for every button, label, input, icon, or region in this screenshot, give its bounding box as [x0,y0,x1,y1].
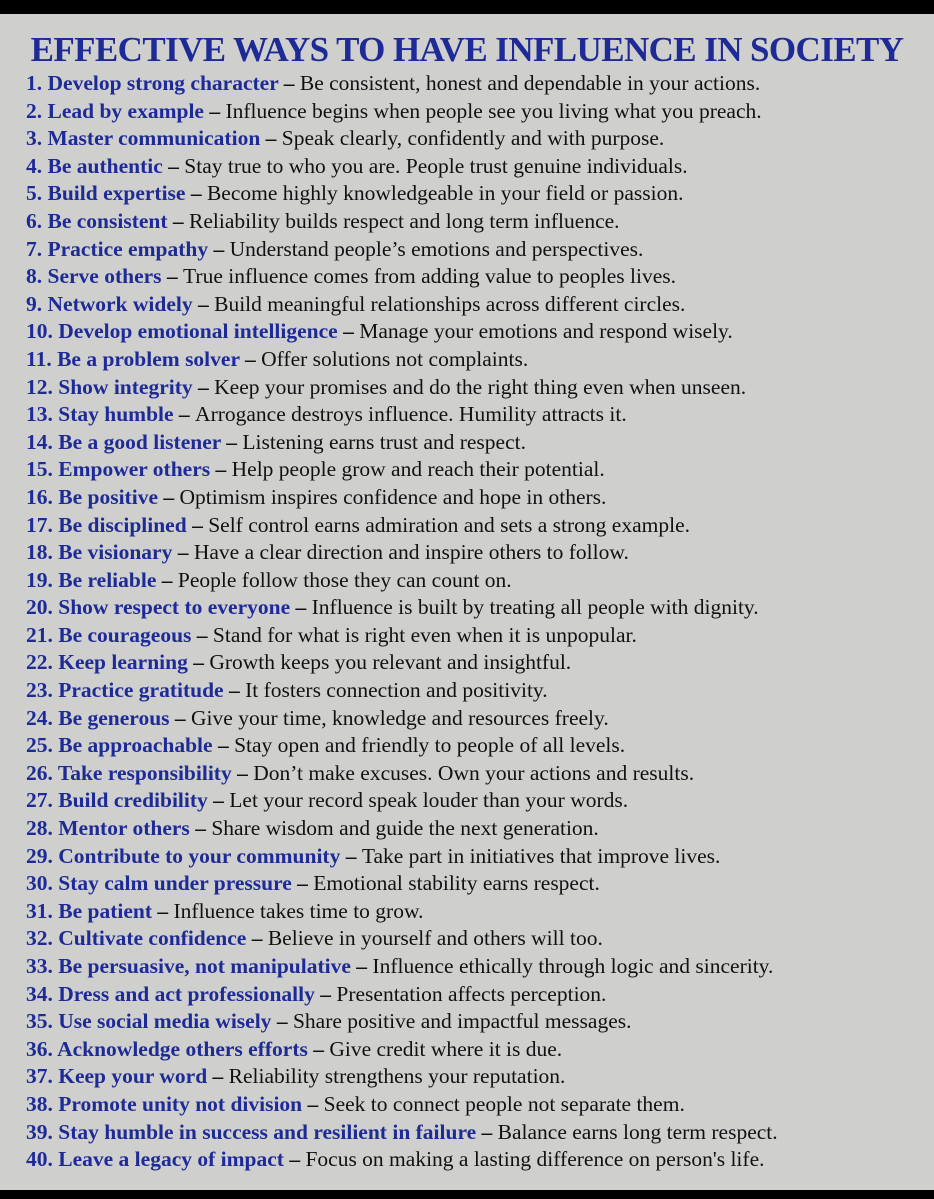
item-separator: – [192,374,215,399]
list-item [26,953,926,981]
item-description: Share wisdom and guide the next generation. [211,816,599,841]
item-heading: 14. Be a good listener [26,429,221,454]
item-separator: – [172,540,194,565]
item-separator: – [185,181,207,206]
item-heading: 6. Be consistent [26,208,168,233]
item-description: Don’t make excuses. Own your actions and results. [253,760,695,785]
item-separator: – [223,678,246,703]
list-item [26,153,926,181]
item-description: Offer solutions not complaints. [261,346,529,371]
item-heading: 23. Practice gratitude [26,678,224,703]
item-description: Stay open and friendly to people of all levels. [234,733,626,758]
list-item [26,843,926,871]
item-description: Influence takes time to grow. [173,898,424,923]
item-heading: 39. Stay humble in success and resilient in failure [26,1119,477,1144]
item-separator: – [290,595,312,620]
list-item [26,208,926,236]
item-heading: 22. Keep learning [26,650,188,675]
list-item [26,649,926,677]
item-description: Stay true to who you are. People trust genuine individuals. [184,153,688,178]
item-description: True influence comes from adding value to peoples lives. [183,264,677,289]
item-separator: – [302,1091,324,1116]
list-item [26,539,926,567]
list-item [26,70,926,98]
item-description: Presentation affects perception. [336,981,607,1006]
item-description: Optimism inspires confidence and hope in others. [179,484,607,509]
item-heading: 1. Develop strong character [26,71,279,95]
item-description: Take part in initiatives that improve lives. [361,843,721,868]
item-description: Have a clear direction and inspire others to follow. [193,540,629,565]
item-description: Speak clearly, confidently and with purpose. [281,126,665,151]
item-heading: 25. Be approachable [26,733,213,758]
item-separator: – [161,264,184,289]
item-separator: – [231,760,254,785]
list-item [26,401,926,429]
item-description: Build meaningful relationships across different circles. [214,291,686,316]
item-heading: 29. Contribute to your community [26,843,341,868]
item-separator: – [210,457,232,482]
item-separator: – [156,567,178,592]
list-item [26,374,926,402]
item-description: It fosters connection and positivity. [245,678,548,703]
item-heading: 31. Be patient [26,898,153,923]
item-description: Share positive and impactful messages. [292,1009,632,1034]
item-separator: – [239,346,262,371]
list-item [26,567,926,595]
item-separator: – [152,898,174,923]
item-description: Influence begins when people see you living what you preach. [225,98,762,123]
list-item [26,787,926,815]
list-item [26,1091,926,1119]
list-item [26,677,926,705]
item-description: Give your time, knowledge and resources freely. [191,705,609,730]
item-description: Reliability builds respect and long term influence. [189,208,620,233]
item-description: People follow those they can count on. [177,567,512,592]
list-item [26,705,926,733]
item-separator: – [340,843,362,868]
list-item [26,594,926,622]
item-heading: 16. Be positive [26,484,158,509]
item-description: Understand people’s emotions and perspectives. [229,236,644,261]
page-title: EFFECTIVE WAYS TO HAVE INFLUENCE IN SOCIETY [30,30,904,69]
item-separator: – [173,402,196,427]
list-item [26,263,926,291]
item-description: Influence is built by treating all people with dignity. [311,595,759,620]
item-separator: – [476,1119,498,1144]
item-separator: – [291,871,314,896]
item-separator: – [271,1009,293,1034]
item-heading: 35. Use social media wisely [26,1009,272,1034]
item-separator: – [350,954,373,978]
item-heading: 24. Be generous [26,705,170,730]
item-separator: – [212,733,235,758]
item-description: Give credit where it is due. [329,1036,563,1061]
item-separator: – [203,98,226,123]
list-item [26,291,926,319]
infographic-card [0,14,934,1190]
item-separator: – [187,650,210,675]
item-heading: 2. Lead by example [26,98,204,123]
list-item [26,1146,926,1174]
item-description: Become highly knowledgeable in your field or passion. [206,181,684,206]
item-heading: 37. Keep your word [26,1064,208,1089]
list-item [26,898,926,926]
item-separator: – [283,1147,306,1172]
item-description: Help people grow and reach their potential. [231,457,605,482]
item-separator: – [220,429,243,454]
item-separator: – [207,1064,229,1089]
item-separator: – [191,622,213,647]
item-separator: – [189,816,212,841]
item-separator: – [186,512,209,537]
item-heading: 32. Cultivate confidence [26,926,247,951]
list-item [26,512,926,540]
item-heading: 11. Be a problem solver [26,346,240,371]
item-separator: – [278,71,300,95]
list-item [26,622,926,650]
list-item [26,180,926,208]
item-separator: – [314,981,337,1006]
list-item [26,484,926,512]
item-heading: 27. Build credibility [26,788,208,813]
list-item [26,760,926,788]
item-heading: 19. Be reliable [26,567,157,592]
list-item [26,1119,926,1147]
list-item [26,1036,926,1064]
list-item [26,429,926,457]
item-description: Let your record speak louder than your words. [229,788,629,813]
item-description: Influence ethically through logic and sincerity. [372,954,774,978]
list-item [26,732,926,760]
item-separator: – [246,926,268,951]
list-item [26,925,926,953]
item-description: Self control earns admiration and sets a strong example. [208,512,691,537]
item-separator: – [192,291,215,316]
list-item [26,318,926,346]
item-heading: 17. Be disciplined [26,512,187,537]
item-heading: 4. Be authentic [26,153,163,178]
item-heading: 30. Stay calm under pressure [26,871,292,896]
item-heading: 12. Show integrity [26,374,193,399]
item-heading: 21. Be courageous [26,622,192,647]
item-separator: – [157,484,180,509]
item-description: Focus on making a lasting difference on person's life. [305,1147,765,1172]
item-description: Stand for what is right even when it is unpopular. [212,622,637,647]
item-heading: 34. Dress and act professionally [26,981,315,1006]
item-description: Arrogance destroys influence. Humility attracts it. [195,402,627,427]
item-description: Listening earns trust and respect. [242,429,526,454]
item-separator: – [260,126,282,151]
item-heading: 26. Take responsibility [26,760,232,785]
item-description: Seek to connect people not separate them. [323,1091,685,1116]
list-item [26,1063,926,1091]
item-description: Reliability strengthens your reputation. [228,1064,566,1089]
item-separator: – [169,705,192,730]
list-item [26,870,926,898]
item-description: Keep your promises and do the right thing even when unseen. [214,374,747,399]
item-separator: – [167,208,190,233]
item-heading: 33. Be persuasive, not manipulative [26,954,351,978]
ways-list [26,70,926,1174]
item-heading: 8. Serve others [26,264,162,289]
list-item [26,456,926,484]
item-description: Growth keeps you relevant and insightful. [209,650,572,675]
item-heading: 7. Practice empathy [26,236,209,261]
item-description: Emotional stability earns respect. [313,871,600,896]
list-item [26,981,926,1009]
item-separator: – [208,236,230,261]
list-item [26,815,926,843]
item-separator: – [307,1036,330,1061]
item-description: Manage your emotions and respond wisely. [359,319,733,344]
item-heading: 9. Network widely [26,291,193,316]
item-heading: 18. Be visionary [26,540,173,565]
item-description: Balance earns long term respect. [497,1119,778,1144]
item-heading: 10. Develop emotional intelligence [26,319,338,344]
item-heading: 20. Show respect to everyone [26,595,291,620]
item-separator: – [207,788,230,813]
item-heading: 15. Empower others [26,457,211,482]
item-description: Believe in yourself and others will too. [267,926,603,951]
item-heading: 3. Master communication [26,126,261,151]
item-heading: 36. Acknowledge others efforts [26,1036,308,1061]
item-separator: – [162,153,185,178]
item-heading: 40. Leave a legacy of impact [26,1147,284,1172]
list-item [26,98,926,126]
list-item [26,1008,926,1036]
list-item [26,125,926,153]
item-heading: 38. Promote unity not division [26,1091,303,1116]
item-description: Be consistent, honest and dependable in your actions. [299,71,761,95]
list-item [26,236,926,264]
item-separator: – [337,319,360,344]
item-heading: 28. Mentor others [26,816,190,841]
item-heading: 13. Stay humble [26,402,174,427]
item-heading: 5. Build expertise [26,181,186,206]
list-item [26,346,926,374]
